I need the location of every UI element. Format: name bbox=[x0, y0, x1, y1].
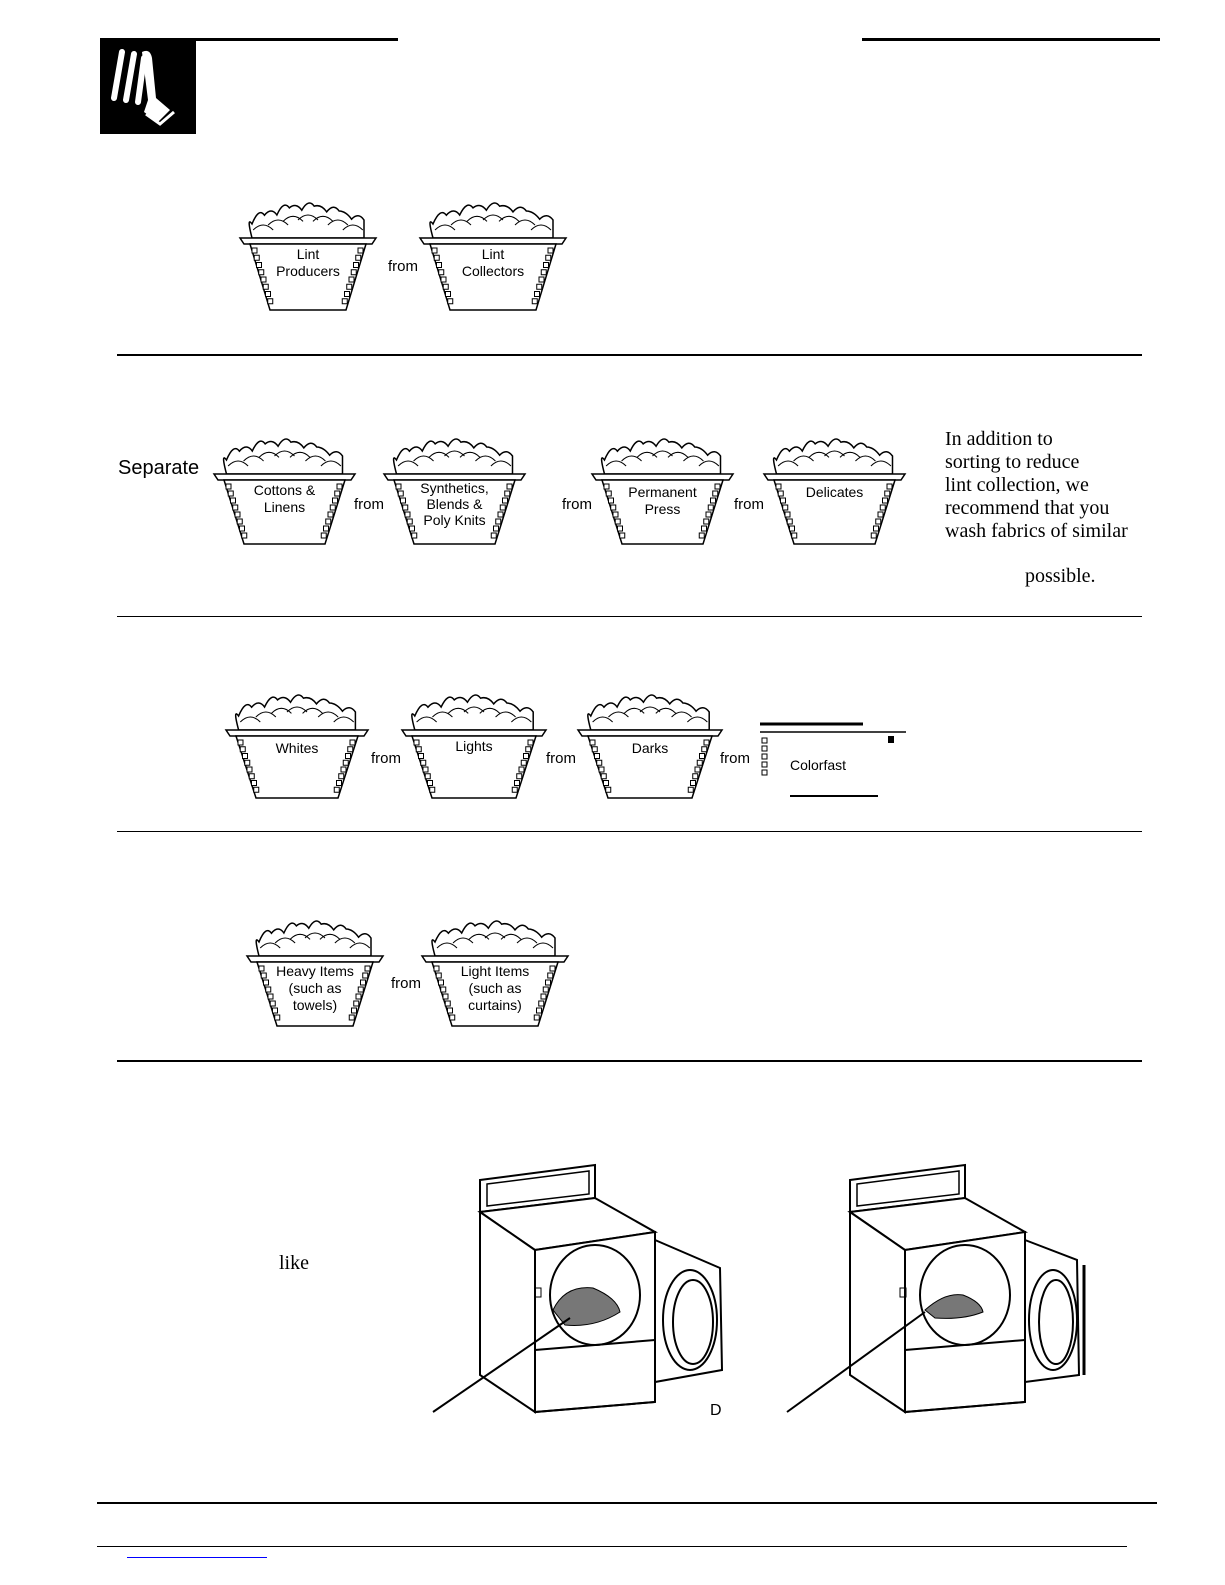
basket-delicates bbox=[762, 436, 907, 546]
from-label: from bbox=[720, 750, 750, 767]
basket-label: Whites bbox=[275, 740, 319, 756]
basket-lint-producers bbox=[238, 200, 378, 312]
basket-heavy-items bbox=[245, 918, 385, 1028]
basket-label: Lint Producers bbox=[276, 246, 340, 279]
basket-synthetics bbox=[382, 436, 527, 546]
from-label: from bbox=[562, 496, 592, 513]
side-note-end: possible. bbox=[1025, 565, 1096, 587]
footer-rule-thin bbox=[97, 1546, 1127, 1547]
colorfast-label: Colorfast bbox=[790, 757, 847, 773]
header-rule-left bbox=[195, 38, 398, 41]
basket-label: Synthetics, Blends & Poly Knits bbox=[420, 480, 489, 528]
from-label: from bbox=[354, 496, 384, 513]
basket-label: Darks bbox=[631, 740, 669, 756]
basket-label: Heavy Items (such as towels) bbox=[276, 963, 354, 1013]
basket-label: Delicates bbox=[805, 484, 864, 500]
basket-label: Lint Collectors bbox=[461, 246, 525, 279]
basket-cottons-linens bbox=[212, 436, 357, 546]
side-note-line: wash fabrics of similar bbox=[945, 520, 1128, 542]
basket-darks bbox=[576, 692, 724, 800]
footer-rule bbox=[97, 1502, 1157, 1504]
hand-pressing-button-icon bbox=[100, 38, 196, 134]
from-label: from bbox=[388, 258, 418, 275]
header-rule-right bbox=[862, 38, 1160, 41]
divider-2 bbox=[117, 616, 1142, 617]
basket-label: Permanent Press bbox=[628, 484, 697, 517]
divider-3 bbox=[117, 831, 1142, 832]
side-note-line: lint collection, we bbox=[945, 474, 1089, 496]
side-note-line: recommend that you bbox=[945, 497, 1110, 519]
from-label: from bbox=[391, 975, 421, 992]
side-note-line: sorting to reduce bbox=[945, 451, 1080, 473]
basket-label: Lights bbox=[455, 738, 493, 754]
side-note-line: In addition to bbox=[945, 428, 1053, 450]
like-word: like bbox=[279, 1252, 309, 1274]
basket-colorfast-partial bbox=[760, 722, 910, 802]
dryer-illustration-left bbox=[425, 1160, 725, 1420]
basket-permanent-press bbox=[590, 436, 735, 546]
basket-lint-collectors bbox=[418, 200, 568, 312]
from-label: from bbox=[546, 750, 576, 767]
basket-label: Light Items (such as curtains) bbox=[460, 963, 530, 1013]
basket-whites bbox=[224, 692, 370, 800]
letter-d: D bbox=[710, 1402, 722, 1419]
footer-link-underline[interactable] bbox=[127, 1557, 267, 1558]
divider-4 bbox=[117, 1060, 1142, 1062]
basket-label: Cottons & Linens bbox=[253, 482, 316, 515]
side-note bbox=[945, 428, 1215, 543]
divider-1 bbox=[117, 354, 1142, 356]
dryer-illustration-right bbox=[785, 1160, 1095, 1420]
basket-lights bbox=[400, 692, 548, 800]
from-label: from bbox=[371, 750, 401, 767]
basket-light-items bbox=[420, 918, 570, 1028]
from-label: from bbox=[734, 496, 764, 513]
separate-label: Separate bbox=[118, 457, 200, 479]
